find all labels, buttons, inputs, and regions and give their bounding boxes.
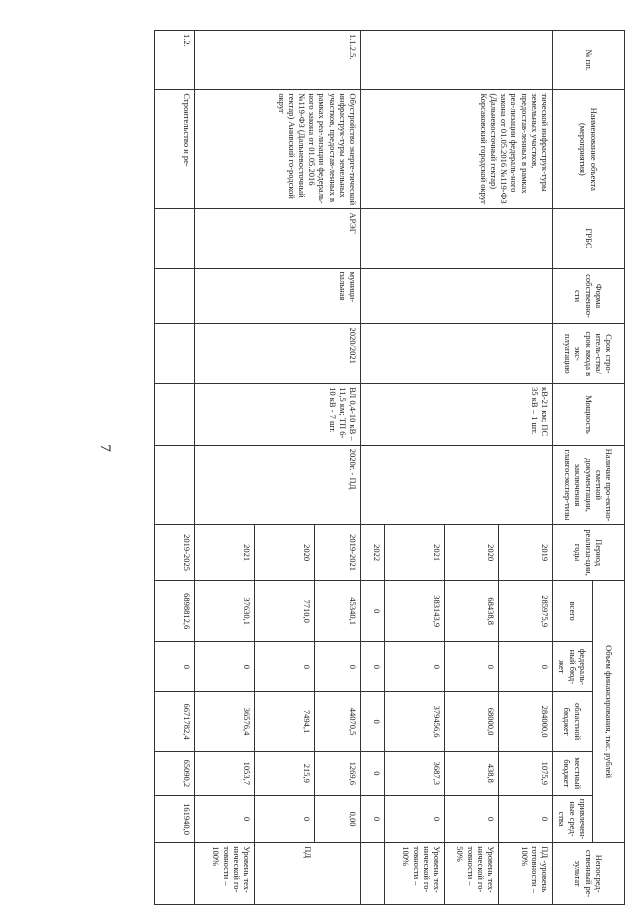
row2-local: 215,9	[255, 751, 315, 795]
row1-period: 2019	[499, 525, 553, 581]
row1-grbs	[361, 209, 553, 268]
row1-period: 2022	[361, 525, 385, 581]
row1-extra: 0	[361, 795, 385, 842]
row1-local: 438,8	[445, 751, 499, 795]
row2-regional: 7494,1	[255, 692, 315, 752]
row1-extra: 0	[385, 795, 445, 842]
row2-capacity: ВЛ 0,4-10 кВ – 11,5 км; ТП 6-10 кВ - 7 шт.	[195, 384, 361, 446]
row3-total: 6898812,6	[155, 580, 195, 642]
row1-capacity: кВ-21 км; ПС 35 кВ – 1 шт.	[361, 384, 553, 446]
row1-local: 3687,3	[385, 751, 445, 795]
row1-federal: 0	[385, 642, 445, 692]
row3-local: 65090,2	[155, 751, 195, 795]
header-ownership: Форма собственно-сти	[553, 268, 625, 324]
row3-federal: 0	[155, 642, 195, 692]
header-result: Непосред-ственный ре-зультат	[553, 843, 625, 905]
row1-federal: 0	[445, 642, 499, 692]
header-period: Период реализа-ции, годы	[553, 525, 625, 581]
row2-docs: 2020г. - ПД	[195, 445, 361, 525]
row2-local: 1053,7	[195, 751, 255, 795]
row3-docs	[155, 445, 195, 525]
row1-ownership	[361, 268, 553, 324]
row1-total: 0	[361, 580, 385, 642]
header-num: № пп.	[553, 31, 625, 90]
row3-regional: 6671782,4	[155, 692, 195, 752]
row1-local: 1075,9	[499, 751, 553, 795]
row3-term	[155, 324, 195, 384]
row1-term	[361, 324, 553, 384]
row1-extra: 0	[499, 795, 553, 842]
row3-num: 1.2.	[155, 31, 195, 90]
row2-period: 2021	[195, 525, 255, 581]
header-term: Срок стро-итель-ства/срок ввода в экс-плуатацию	[553, 324, 625, 384]
page-number: 7	[97, 444, 113, 452]
row1-num	[361, 31, 553, 90]
row2-result-a: ПД	[255, 843, 361, 905]
row2-federal: 0	[315, 642, 361, 692]
header-docs: Наличие про-ектно-сметной документации, заключения главгосэкспер-тизы	[553, 445, 625, 525]
row2-total: 37630,1	[195, 580, 255, 642]
row2-total: 45340,1	[315, 580, 361, 642]
table-row	[315, 31, 361, 905]
row1-total: 285975,9	[499, 580, 553, 642]
row2-federal: 0	[195, 642, 255, 692]
row1-local: 0	[361, 751, 385, 795]
row3-result	[155, 843, 195, 905]
row1-regional: 0	[361, 692, 385, 752]
header-total: всего	[553, 580, 593, 642]
row1-extra: 0	[445, 795, 499, 842]
header-regional: областной бюджет	[553, 692, 593, 752]
row1-regional: 284000,0	[499, 692, 553, 752]
row1-result: Уровень тех-нической го-товности – 100%	[385, 843, 445, 905]
header-row-1	[593, 31, 625, 905]
row2-period: 2019-2021	[315, 525, 361, 581]
row2-num: 1.1.2.5.	[195, 31, 361, 90]
row2-period: 2020	[255, 525, 315, 581]
row3-grbs	[155, 209, 195, 268]
row1-docs	[361, 445, 553, 525]
row2-result-b: Уровень тех-нической го-товности – 100%	[195, 843, 255, 905]
header-local: местный бюджет	[553, 751, 593, 795]
row2-term: 2020/2021	[195, 324, 361, 384]
row1-federal: 0	[499, 642, 553, 692]
row3-ownership	[155, 268, 195, 324]
row2-name: Обустройство энерге-тической инфраструк-туры земельных участков, предостав-ленных в рамках реа-лизации федераль-ного закона от 01.05.2016 №119-ФЗ (Дальневосточный гектар) Анивский го-родской округ	[195, 90, 361, 209]
row1-regional: 68000,0	[445, 692, 499, 752]
row1-result	[361, 843, 385, 905]
table-row	[499, 31, 553, 905]
row2-ownership: муници-пальная	[195, 268, 361, 324]
header-capacity: Мощность	[553, 384, 625, 446]
row2-extra: 0,00	[315, 795, 361, 842]
row2-regional: 44070,5	[315, 692, 361, 752]
row1-federal: 0	[361, 642, 385, 692]
row2-extra: 0	[195, 795, 255, 842]
header-extra: привлечен-ные сред-ства	[553, 795, 593, 842]
row3-capacity	[155, 384, 195, 446]
row1-result: ПД -уровень готовности – 100%	[499, 843, 553, 905]
header-volume: Объем финансирования, тыс. рублей	[593, 580, 625, 842]
row3-extra: 161940,0	[155, 795, 195, 842]
row1-period: 2020	[445, 525, 499, 581]
row1-result: Уровень тех-нической го-товности – 50%	[445, 843, 499, 905]
row2-federal: 0	[255, 642, 315, 692]
row2-total: 7710,0	[255, 580, 315, 642]
header-grbs: ГРБС	[553, 209, 625, 268]
row1-regional: 379456,6	[385, 692, 445, 752]
table-row	[155, 31, 195, 905]
row3-period: 2019-2025	[155, 525, 195, 581]
row1-period: 2021	[385, 525, 445, 581]
header-name: Наименование объекта (мероприятия)	[553, 90, 625, 209]
row2-grbs: АРЭГ	[195, 209, 361, 268]
row2-local: 1269,6	[315, 751, 361, 795]
financing-table	[154, 30, 625, 905]
row1-name: тической инфраструк-туры земельных участков, предостав-ленных в рамках реа-лизации федераль-ного закона от 01.05.2016 №119-ФЗ (Дальневосточный гектар) Корсаковский городской округ	[361, 90, 553, 209]
header-federal: федераль-ный бюд-жет	[553, 642, 593, 692]
row3-name: Строительство и ре-	[155, 90, 195, 209]
row2-regional: 36576,4	[195, 692, 255, 752]
row1-total: 68438,8	[445, 580, 499, 642]
row1-total: 383143,9	[385, 580, 445, 642]
row2-extra: 0	[255, 795, 315, 842]
